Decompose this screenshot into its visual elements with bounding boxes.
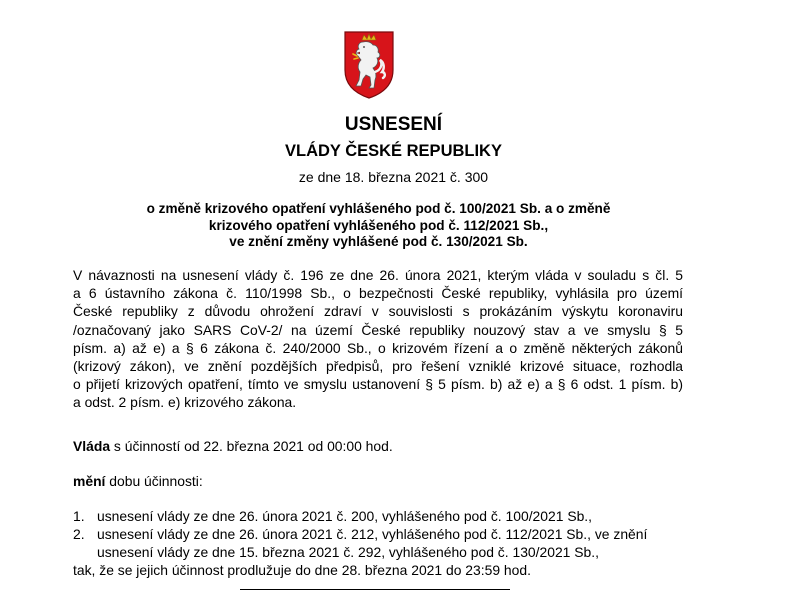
preamble-line: České republiky z důvodu ohrožení zdraví v souvislosti s prokázáním výskytu koronaviru xyxy=(73,303,683,320)
czech-lion-emblem-icon xyxy=(343,30,395,100)
document-subtitle: VLÁDY ČESKÉ REPUBLIKY xyxy=(285,142,502,160)
amended-resolutions-list xyxy=(73,507,685,579)
preamble-line: o přijetí krizových opatření, tímto ve smyslu ustanovení § 5 písm. b) až e) a § 6 odst. 1 písm. b) xyxy=(73,376,683,393)
vlada-rest: s účinností od 22. března 2021 od 00:00 hod. xyxy=(110,438,393,454)
vlada-statement xyxy=(73,438,393,454)
subject-line: o změně krizového opatření vyhlášeného pod č. 100/2021 Sb. a o změně xyxy=(146,201,611,216)
list-item xyxy=(73,507,685,525)
meni-rest: dobu účinnosti: xyxy=(105,473,203,489)
closing-line: tak, že se jejich účinnost prodlužuje do dne 28. března 2021 do 23:59 hod. xyxy=(73,562,531,578)
date-line: ze dne 18. března 2021 č. 300 xyxy=(298,169,489,185)
preamble-line: V návaznosti na usnesení vlády č. 196 ze dne 26. února 2021, kterým vláda v souladu s čl. 5 xyxy=(73,267,683,283)
preamble-line: a 6 ústavního zákona č. 110/1998 Sb., o bezpečnosti České republiky, vyhlásila pro území xyxy=(73,285,683,302)
meni-statement xyxy=(73,473,203,489)
list-item-number: 1. xyxy=(73,508,85,524)
preamble-line: a odst. 2 písm. e) krizového zákona. xyxy=(73,394,297,411)
list-item-text: usnesení vlády ze dne 26. února 2021 č. 212, vyhlášeného pod č. 112/2021 Sb., ve znění xyxy=(97,526,648,542)
subject-line: krizového opatření vyhlášeného pod č. 112/2021 Sb., xyxy=(208,217,549,233)
list-item xyxy=(73,525,685,561)
preamble-line: písm. a) až e) a § 6 zákona č. 240/2000 Sb., o krizovém řízení a o změně některých zákonů xyxy=(73,339,683,356)
preamble-line: (krizový zákon), ve znění pozdějších předpisů, pro řešení vzniklé krizové situace, rozhodla xyxy=(73,358,683,375)
document-title: USNESENÍ xyxy=(344,114,443,135)
separator-rule xyxy=(240,589,510,590)
list-item-number: 2. xyxy=(73,526,85,542)
list-item-text: usnesení vlády ze dne 26. února 2021 č. 200, vyhlášeného pod č. 100/2021 Sb., xyxy=(97,508,593,524)
resolution-subject xyxy=(100,201,657,251)
list-item-text: usnesení vlády ze dne 15. března 2021 č. 292, vyhlášeného pod č. 130/2021 Sb., xyxy=(97,544,599,560)
vlada-bold: Vláda xyxy=(73,438,111,454)
subject-line: ve znění změny vyhlášené pod č. 130/2021 Sb. xyxy=(229,234,528,249)
preamble-line: /označovaný jako SARS CoV-2/ na území České republiky nouzový stav a ve smyslu § 5 xyxy=(73,321,683,338)
preamble-paragraph xyxy=(73,266,683,412)
meni-bold: mění xyxy=(73,473,106,489)
